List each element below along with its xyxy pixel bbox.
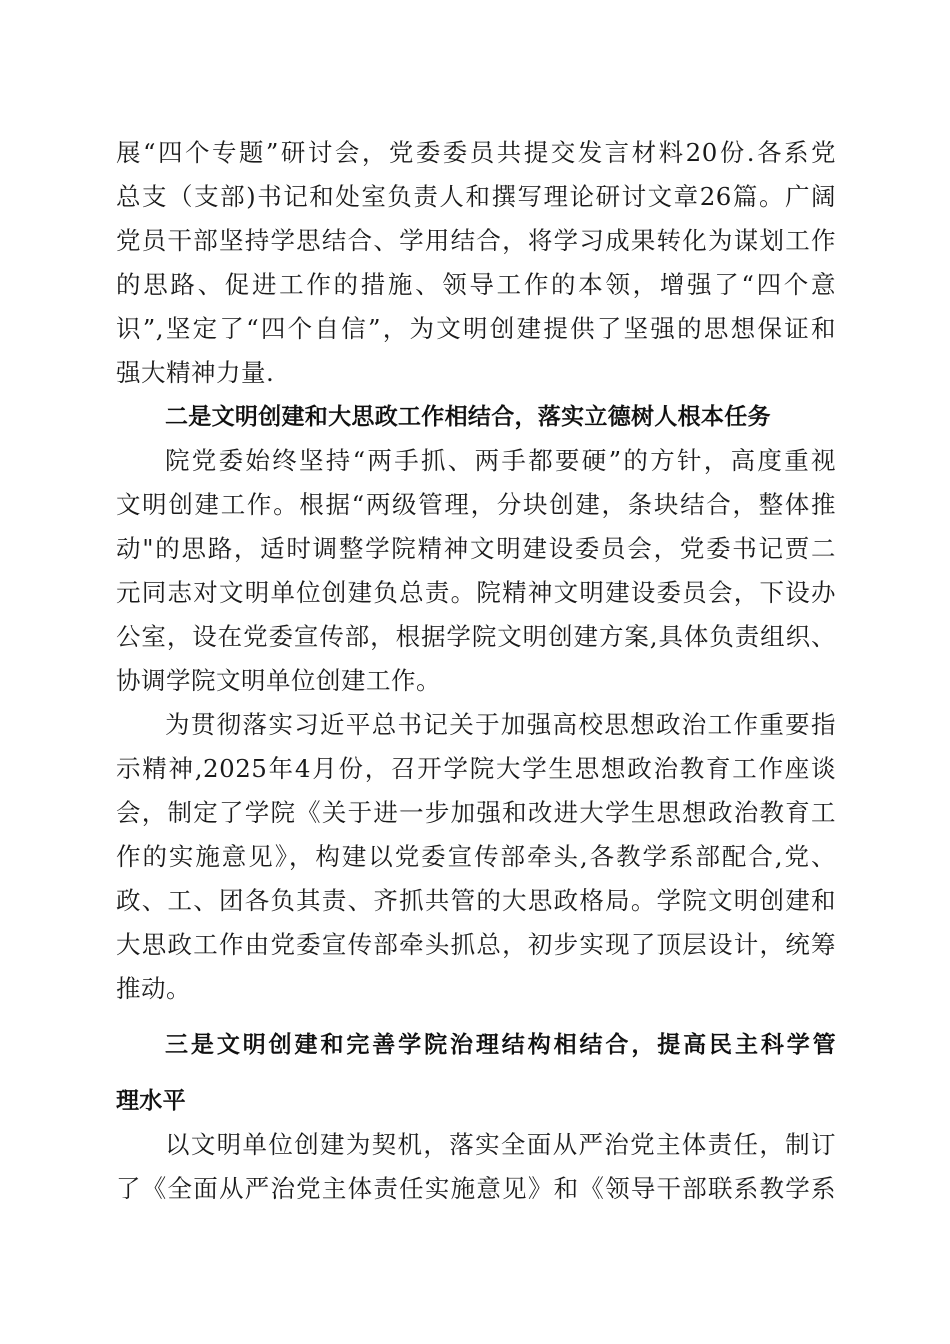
- text-line: 政、工、团各负其责、齐抓共管的大思政格局。学院文明创建和: [116, 886, 836, 915]
- text-line: 大思政工作由党委宣传部牵头抓总，初步实现了顶层设计，统筹: [116, 930, 836, 959]
- text-line: 示精神,2025年4月份，召开学院大学生思想政治教育工作座谈: [116, 754, 836, 783]
- text-line: 总支（支部)书记和处室负责人和撰写理论研讨文章26篇。广阔: [116, 182, 836, 211]
- text-line: 识”,坚定了“四个自信”，为文明创建提供了坚强的思想保证和: [116, 314, 836, 343]
- text-line: 强大精神力量.: [116, 358, 275, 387]
- heading-line: 三是文明创建和完善学院治理结构相结合，提高民主科学管: [165, 1032, 836, 1058]
- text-line: 为贯彻落实习近平总书记关于加强高校思想政治工作重要指: [165, 710, 836, 739]
- text-line: 动"的思路，适时调整学院精神文明建设委员会，党委书记贾二: [116, 534, 836, 563]
- text-line: 公室，设在党委宣传部，根据学院文明创建方案,具体负责组织、: [116, 622, 836, 651]
- text-line: 了《全面从严治党主体责任实施意见》和《领导干部联系教学系: [116, 1174, 836, 1203]
- text-line: 会，制定了学院《关于进一步加强和改进大学生思想政治教育工: [116, 798, 836, 827]
- text-line: 作的实施意见》，构建以党委宣传部牵头,各教学系部配合,党、: [116, 842, 836, 871]
- paragraph-1: [116, 131, 836, 395]
- section-heading-3: [116, 1023, 836, 1123]
- paragraph-4: [116, 1123, 836, 1211]
- text-line: 以文明单位创建为契机，落实全面从严治党主体责任，制订: [165, 1130, 836, 1159]
- text-line: 元同志对文明单位创建负总责。院精神文明建设委员会，下设办: [116, 578, 836, 607]
- text-line: 党员干部坚持学思结合、学用结合，将学习成果转化为谋划工作: [116, 226, 836, 255]
- text-line: 协调学院文明单位创建工作。: [116, 666, 441, 695]
- section-heading-2: 二是文明创建和大思政工作相结合，落实立德树人根本任务: [165, 404, 771, 430]
- text-line: 院党委始终坚持“两手抓、两手都要硬”的方针，高度重视: [165, 446, 836, 475]
- paragraph-2: [116, 439, 836, 703]
- text-line: 推动。: [116, 974, 191, 1003]
- text-line: 文明创建工作。根据“两级管理，分块创建，条块结合，整体推: [116, 490, 836, 519]
- heading-line: 理水平: [116, 1088, 186, 1114]
- text-line: 展“四个专题”研讨会，党委委员共提交发言材料20份.各系党: [116, 138, 836, 167]
- paragraph-3: [116, 703, 836, 1011]
- text-line: 的思路、促进工作的措施、领导工作的本领，增强了“四个意: [116, 270, 836, 299]
- document-body: [116, 131, 836, 1211]
